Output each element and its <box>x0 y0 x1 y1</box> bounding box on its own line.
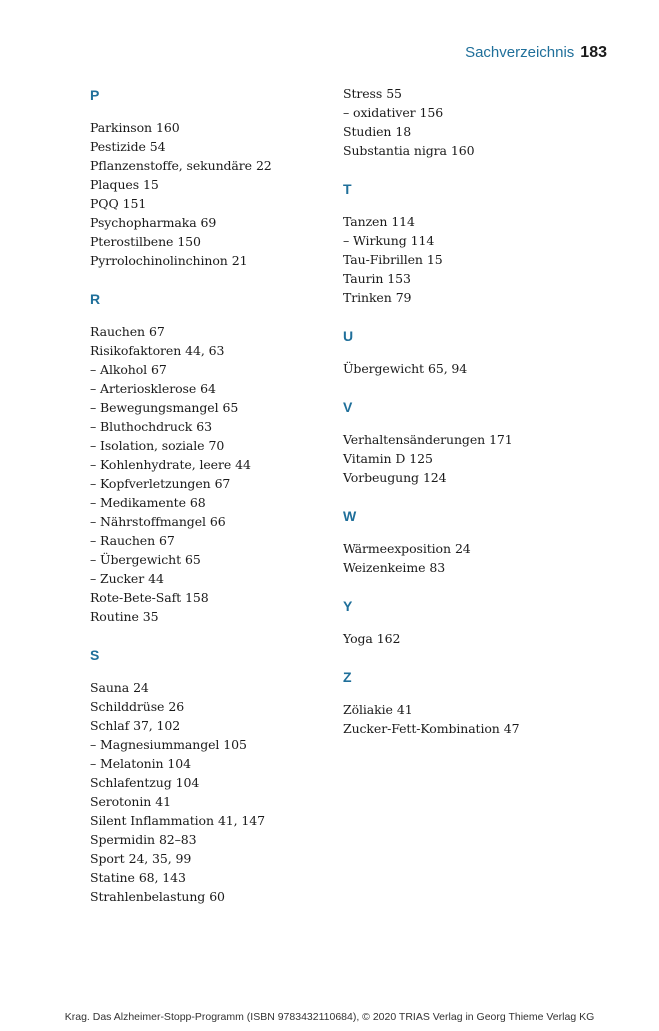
section-letter: Y <box>343 598 353 614</box>
entry-pages: 151 <box>122 196 147 211</box>
entry-pages: 150 <box>177 234 201 249</box>
entry-term: Taurin <box>343 271 384 286</box>
section-letter: W <box>343 508 357 524</box>
entry-pages: 41 <box>396 702 413 717</box>
entry-pages: 18 <box>395 124 412 139</box>
index-entry <box>90 213 330 232</box>
entry-term: Rauchen <box>90 324 146 339</box>
entry-term: Spermidin <box>90 832 155 847</box>
entry-term: Rote-Bete-Saft <box>90 590 182 605</box>
entry-pages: 15 <box>426 252 443 267</box>
index-section <box>90 84 330 270</box>
index-entry <box>90 550 330 569</box>
section-letter: U <box>343 328 354 344</box>
index-section <box>343 84 583 160</box>
index-entry <box>90 232 330 251</box>
index-entry <box>90 754 330 773</box>
entry-term: Zucker-Fett-Kombination <box>343 721 500 736</box>
entry-pages: 65 <box>222 400 239 415</box>
entry-pages: 44 <box>148 571 164 586</box>
page-number: 183 <box>580 44 607 61</box>
entry-pages: 24 <box>454 541 471 556</box>
entry-pages: 158 <box>185 590 209 605</box>
index-section <box>343 178 583 307</box>
entry-term: Stress <box>343 86 383 101</box>
entry-pages: 156 <box>419 105 444 120</box>
entry-term: – Nährstoffmangel <box>90 514 206 529</box>
index-entry <box>90 512 330 531</box>
entry-pages: 15 <box>143 177 159 192</box>
entry-term: Weizenkeime <box>343 560 426 575</box>
index-section <box>343 595 583 648</box>
section-title: Sachverzeichnis <box>465 44 575 61</box>
section-letter: P <box>90 87 100 103</box>
index-section <box>343 666 583 738</box>
copyright-footer: Krag. Das Alzheimer-Stopp-Programm (ISBN 9783432110684), © 2020 TRIAS Verlag in Georg Thieme Verlag KG <box>64 1011 595 1023</box>
entry-term: Substantia nigra <box>343 143 447 158</box>
running-head <box>465 44 607 62</box>
entry-term: Psychopharmaka <box>90 215 197 230</box>
entry-term: Sport <box>90 851 125 866</box>
section-letter: V <box>343 399 353 415</box>
entry-pages: 114 <box>410 233 435 248</box>
entry-term: – Arteriosklerose <box>90 381 197 396</box>
index-entry <box>90 341 330 360</box>
entry-term: Serotonin <box>90 794 152 809</box>
entry-pages: 68 <box>189 495 206 510</box>
index-entry <box>90 887 330 906</box>
entry-pages: 65, 94 <box>427 361 468 376</box>
entry-pages: 67 <box>214 476 231 491</box>
entry-pages: 55 <box>386 86 402 101</box>
index-entry <box>90 379 330 398</box>
entry-pages: 114 <box>391 214 415 229</box>
section-letter: R <box>90 291 101 307</box>
index-entry <box>90 398 330 417</box>
entry-term: – Übergewicht <box>90 552 182 567</box>
index-entry <box>343 288 583 307</box>
entry-term: – Bluthochdruck <box>90 419 193 434</box>
index-entry <box>343 719 583 738</box>
entry-term: Vitamin D <box>343 451 406 466</box>
index-section <box>343 505 583 577</box>
index-entry <box>343 103 583 122</box>
entry-pages: 65 <box>185 552 201 567</box>
index-entry <box>343 449 583 468</box>
entry-pages: 162 <box>376 631 401 646</box>
entry-pages: 105 <box>223 737 247 752</box>
index-entry <box>343 700 583 719</box>
entry-term: – Melatonin <box>90 756 164 771</box>
entry-pages: 67 <box>159 533 175 548</box>
entry-pages: 124 <box>422 470 447 485</box>
index-entry <box>90 716 330 735</box>
entry-pages: 26 <box>168 699 185 714</box>
entry-term: Routine <box>90 609 139 624</box>
entry-pages: 41, 147 <box>217 813 265 828</box>
index-section <box>90 288 330 626</box>
index-entry <box>90 773 330 792</box>
entry-pages: 54 <box>149 139 166 154</box>
entry-term: Zöliakie <box>343 702 393 717</box>
index-entry <box>90 455 330 474</box>
entry-pages: 44, 63 <box>185 343 225 358</box>
index-entry <box>343 84 583 103</box>
index-entry <box>90 156 330 175</box>
index-entry <box>90 417 330 436</box>
index-entry <box>90 194 330 213</box>
entry-pages: 67 <box>149 324 165 339</box>
entry-pages: 67 <box>151 362 167 377</box>
entry-pages: 47 <box>503 721 520 736</box>
entry-pages: 104 <box>175 775 200 790</box>
entry-term: Yoga <box>343 631 373 646</box>
index-entry <box>343 141 583 160</box>
entry-term: Studien <box>343 124 392 139</box>
entry-term: Pflanzenstoffe, sekundäre <box>90 158 252 173</box>
index-entry <box>90 118 330 137</box>
entry-term: Sauna <box>90 680 130 695</box>
index-entry <box>90 137 330 156</box>
entry-pages: 21 <box>231 253 248 268</box>
entry-pages: 22 <box>255 158 272 173</box>
index-entry <box>90 849 330 868</box>
entry-term: – Rauchen <box>90 533 156 548</box>
index-entry <box>90 531 330 550</box>
index-entry <box>343 558 583 577</box>
index-entry <box>343 231 583 250</box>
index-column-left <box>90 84 330 924</box>
index-entry <box>90 360 330 379</box>
entry-pages: 63 <box>196 419 212 434</box>
index-entry <box>90 697 330 716</box>
entry-term: Plaques <box>90 177 140 192</box>
entry-term: Schlaf <box>90 718 130 733</box>
entry-pages: 60 <box>209 889 225 904</box>
index-entry <box>90 811 330 830</box>
entry-pages: 153 <box>387 271 411 286</box>
index-section <box>343 325 583 378</box>
index-entry <box>90 588 330 607</box>
index-entry <box>343 539 583 558</box>
entry-pages: 171 <box>489 432 513 447</box>
index-entry <box>90 792 330 811</box>
entry-term: – Zucker <box>90 571 145 586</box>
entry-term: Pyrrolochinolinchinon <box>90 253 228 268</box>
entry-term: Vorbeugung <box>343 470 419 485</box>
entry-term: Trinken <box>343 290 392 305</box>
entry-term: Silent Inflammation <box>90 813 214 828</box>
entry-pages: 35 <box>142 609 159 624</box>
entry-pages: 70 <box>208 438 225 453</box>
entry-term: PQQ <box>90 196 119 211</box>
index-entry <box>90 607 330 626</box>
entry-pages: 83 <box>429 560 446 575</box>
entry-pages: 125 <box>409 451 433 466</box>
entry-term: Risikofaktoren <box>90 343 182 358</box>
entry-term: – oxidativer <box>343 105 416 120</box>
entry-pages: 160 <box>156 120 180 135</box>
index-entry <box>90 678 330 697</box>
index-section <box>343 396 583 487</box>
entry-pages: 24 <box>133 680 149 695</box>
entry-pages: 64 <box>200 381 216 396</box>
entry-term: Statine <box>90 870 135 885</box>
section-letter: S <box>90 647 100 663</box>
index-entry <box>343 122 583 141</box>
entry-term: Schilddrüse <box>90 699 165 714</box>
section-letter: T <box>343 181 352 197</box>
index-entry <box>90 436 330 455</box>
entry-pages: 37, 102 <box>133 718 181 733</box>
index-entry <box>90 474 330 493</box>
entry-term: Pestizide <box>90 139 146 154</box>
entry-pages: 44 <box>235 457 251 472</box>
index-entry <box>343 468 583 487</box>
entry-term: Schlafentzug <box>90 775 172 790</box>
entry-term: – Alkohol <box>90 362 148 377</box>
entry-term: – Kopfverletzungen <box>90 476 211 491</box>
entry-pages: 68, 143 <box>138 870 186 885</box>
index-entry <box>343 269 583 288</box>
section-letter: Z <box>343 669 352 685</box>
entry-pages: 41 <box>155 794 171 809</box>
entry-term: – Magnesiummangel <box>90 737 220 752</box>
index-entry <box>343 629 583 648</box>
index-entry <box>343 250 583 269</box>
entry-term: – Medikamente <box>90 495 186 510</box>
index-entry <box>90 175 330 194</box>
index-column-right <box>343 84 583 756</box>
index-entry <box>90 322 330 341</box>
entry-term: Pterostilbene <box>90 234 174 249</box>
index-entry <box>90 493 330 512</box>
entry-term: Parkinson <box>90 120 152 135</box>
entry-pages: 160 <box>450 143 475 158</box>
entry-term: Strahlenbelastung <box>90 889 206 904</box>
entry-term: – Isolation, soziale <box>90 438 205 453</box>
index-entry <box>90 735 330 754</box>
index-entry <box>343 212 583 231</box>
index-entry <box>90 569 330 588</box>
entry-term: Wärmeexposition <box>343 541 451 556</box>
entry-term: Verhaltensänderungen <box>343 432 486 447</box>
entry-term: – Kohlenhydrate, leere <box>90 457 232 472</box>
entry-term: Übergewicht <box>343 361 424 376</box>
entry-pages: 69 <box>200 215 217 230</box>
index-section <box>90 644 330 906</box>
entry-pages: 82–83 <box>158 832 197 847</box>
entry-pages: 66 <box>209 514 226 529</box>
entry-term: – Wirkung <box>343 233 407 248</box>
entry-pages: 79 <box>395 290 412 305</box>
index-entry <box>343 359 583 378</box>
index-entry <box>90 251 330 270</box>
entry-pages: 24, 35, 99 <box>128 851 192 866</box>
entry-term: Tanzen <box>343 214 388 229</box>
index-entry <box>343 430 583 449</box>
index-entry <box>90 868 330 887</box>
index-entry <box>90 830 330 849</box>
entry-term: – Bewegungsmangel <box>90 400 219 415</box>
entry-pages: 104 <box>167 756 191 771</box>
entry-term: Tau-Fibrillen <box>343 252 423 267</box>
